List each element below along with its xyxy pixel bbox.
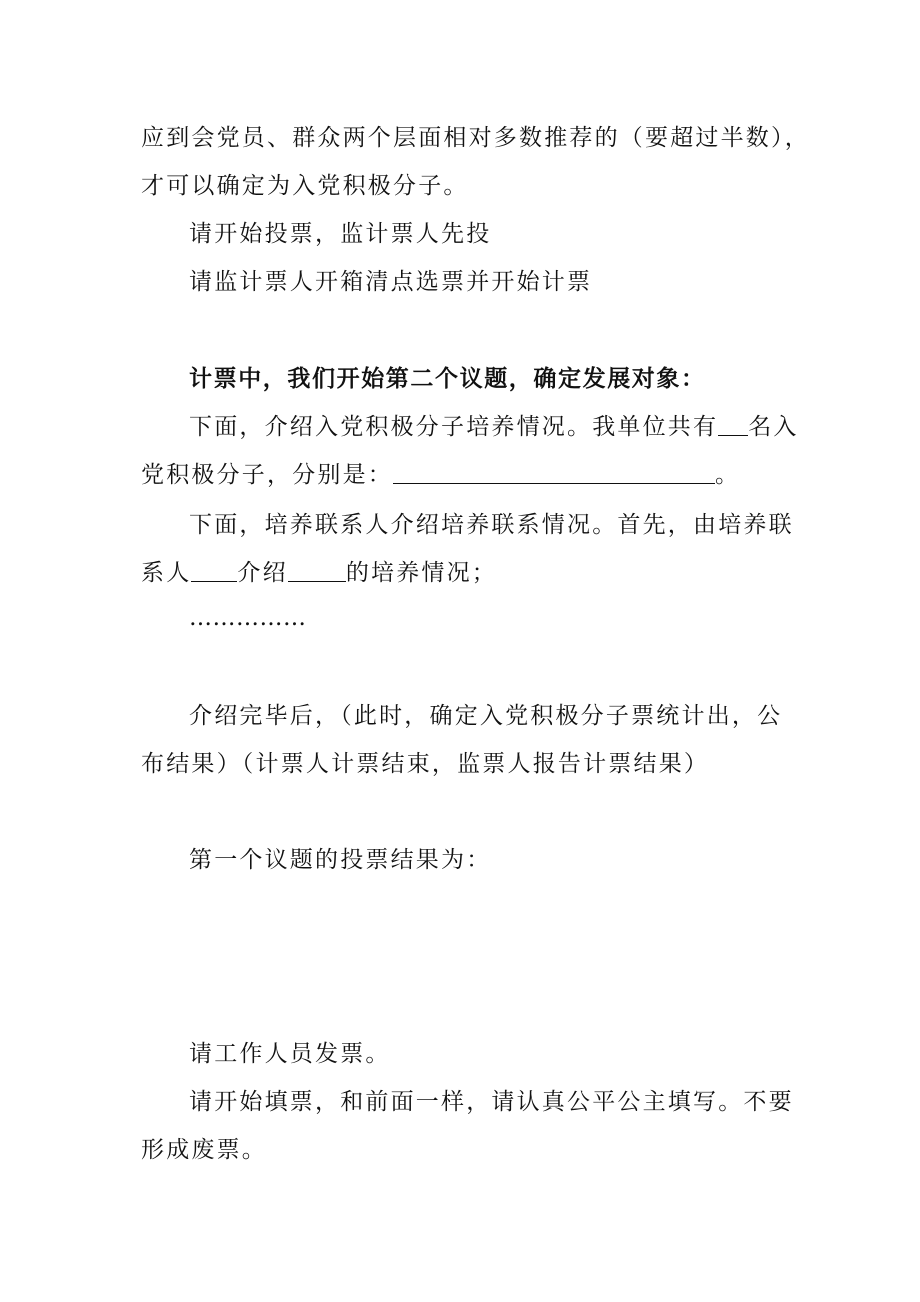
contact-intro-text: 介绍	[237, 560, 288, 586]
activists-intro-text: 。	[715, 462, 741, 488]
activists-intro-text: 党积极分子，分别是：	[141, 462, 393, 488]
contact-intro-line	[141, 559, 497, 587]
names-blank	[393, 461, 715, 484]
activist-name-blank	[288, 559, 346, 582]
fill-ballots-line: 形成废票。	[141, 1137, 267, 1163]
distribute-ballots: 请工作人员发票。	[189, 1041, 391, 1067]
contact-intro-line: 下面，培养联系人介绍培养联系情况。首先，由培养联	[189, 512, 794, 538]
after-intro-line: 介绍完毕后，（此时，确定入党积极分子票统计出，公	[189, 703, 783, 729]
section-heading: 计票中，我们开始第二个议题，确定发展对象：	[189, 366, 706, 392]
contact-intro-text: 系人	[141, 560, 192, 586]
activists-intro-text: 下面，介绍入党积极分子培养情况。我单位共有	[189, 414, 719, 440]
paragraph-line: 才可以确定为入党积极分子。	[141, 173, 469, 199]
activists-intro-text: 名入	[748, 414, 799, 440]
count-blank	[718, 413, 748, 436]
instruction-count: 请监计票人开箱清点选票并开始计票	[189, 269, 593, 295]
contact-intro-text: 的培养情况；	[345, 560, 498, 586]
paragraph-line: 应到会党员、群众两个层面相对多数推荐的（要超过半数），	[141, 125, 810, 151]
fill-ballots-line: 请开始填票，和前面一样，请认真公平公主填写。不要	[189, 1089, 794, 1115]
contact-person-blank	[191, 559, 237, 582]
first-result-label: 第一个议题的投票结果为：	[189, 847, 492, 873]
after-intro-line: 布结果）（计票人计票结束，监票人报告计票结果）	[141, 751, 710, 777]
activists-intro-line	[141, 461, 740, 489]
activists-intro-line	[189, 413, 799, 441]
ellipsis: ……………	[189, 605, 307, 631]
instruction-vote-start: 请开始投票，监计票人先投	[189, 221, 492, 247]
